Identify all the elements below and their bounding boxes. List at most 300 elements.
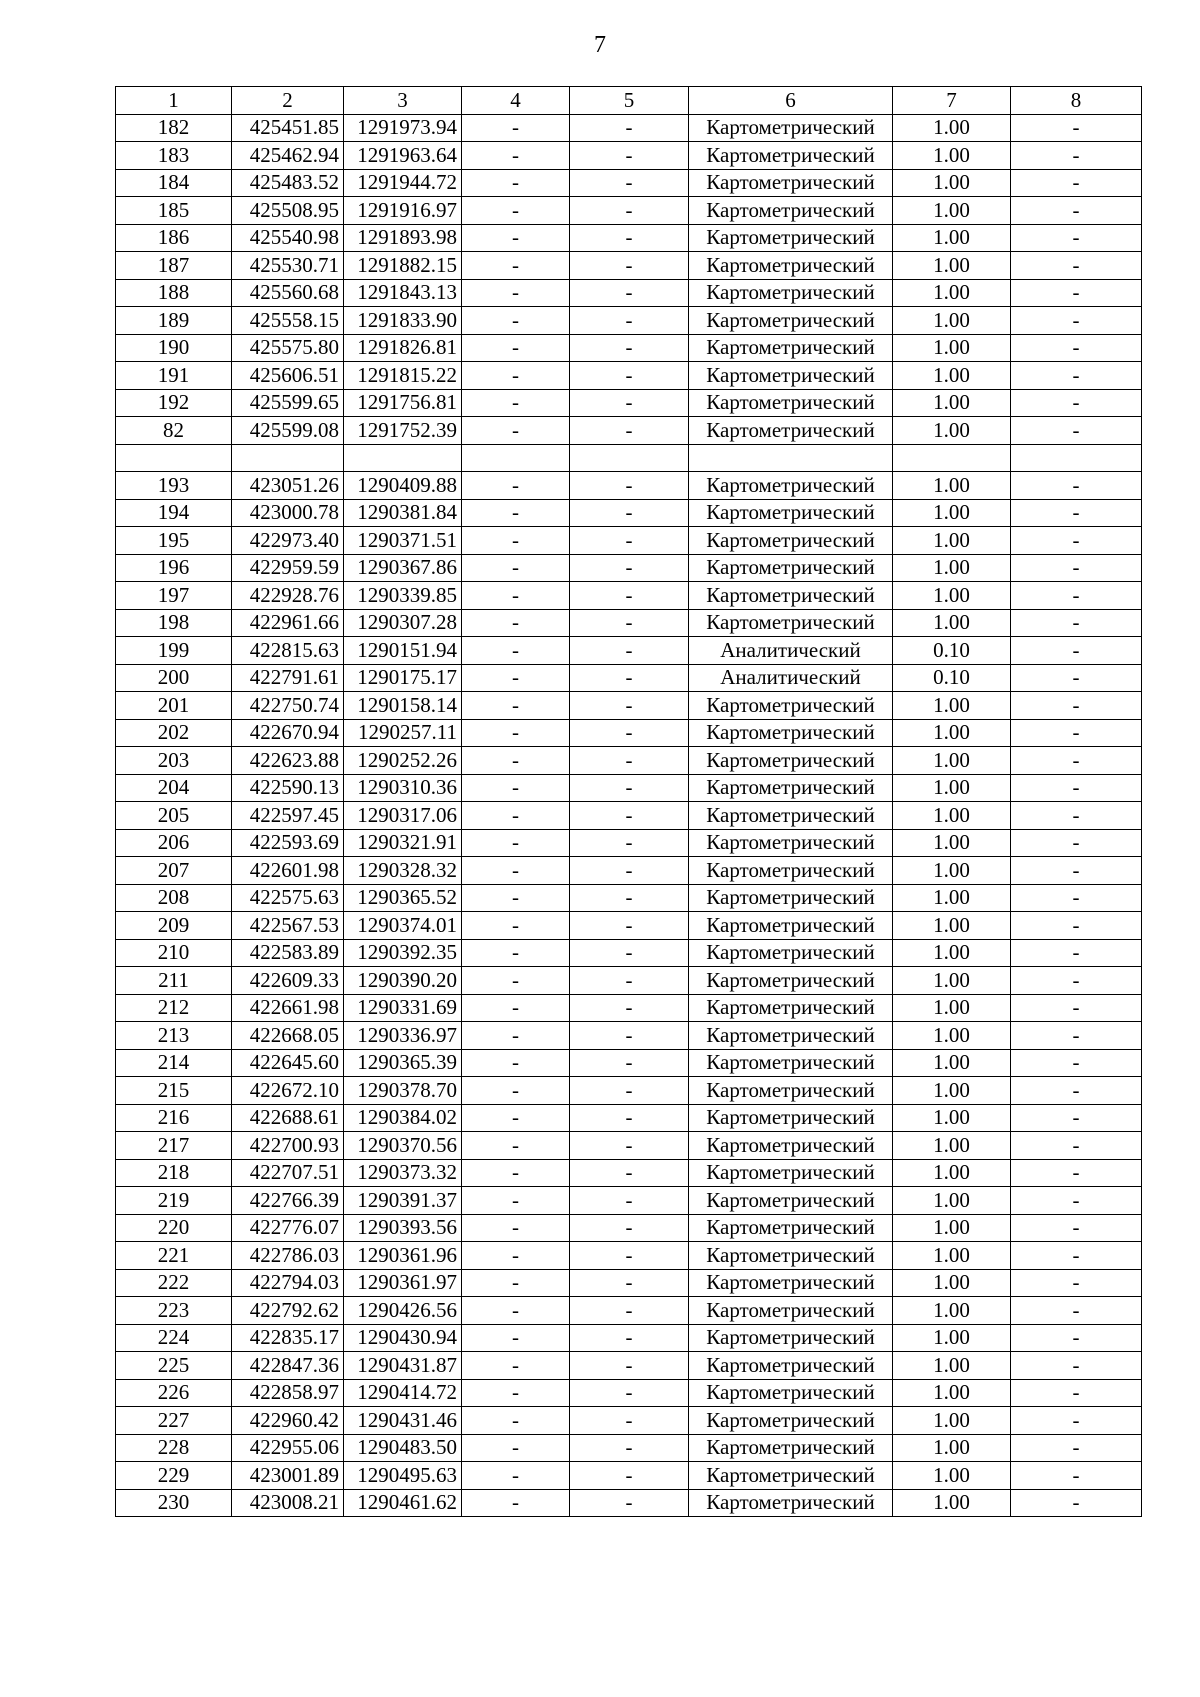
column-4-cell: -	[462, 802, 570, 830]
column-5-cell: -	[570, 1049, 689, 1077]
column-header: 2	[232, 87, 344, 115]
x-coordinate-cell: 422590.13	[232, 774, 344, 802]
method-cell: Картометрический	[689, 334, 893, 362]
column-header: 1	[116, 87, 232, 115]
column-8-cell: -	[1011, 334, 1142, 362]
column-4-cell: -	[462, 1242, 570, 1270]
table-row	[116, 1022, 1142, 1050]
point-number-cell: 217	[116, 1132, 232, 1160]
column-8-cell: -	[1011, 224, 1142, 252]
accuracy-cell: 1.00	[893, 1104, 1011, 1132]
accuracy-cell: 1.00	[893, 967, 1011, 995]
column-5-cell: -	[570, 362, 689, 390]
table-row	[116, 1214, 1142, 1242]
accuracy-cell: 1.00	[893, 389, 1011, 417]
column-8-cell: -	[1011, 527, 1142, 555]
column-4-cell: -	[462, 307, 570, 335]
table-row	[116, 829, 1142, 857]
column-8-cell: -	[1011, 417, 1142, 445]
point-number-cell: 210	[116, 939, 232, 967]
column-8-cell: -	[1011, 582, 1142, 610]
table-row	[116, 1104, 1142, 1132]
y-coordinate-cell: 1290392.35	[344, 939, 462, 967]
column-header: 3	[344, 87, 462, 115]
point-number-cell: 199	[116, 637, 232, 665]
method-cell: Картометрический	[689, 857, 893, 885]
column-4-cell: -	[462, 1214, 570, 1242]
column-4-cell: -	[462, 197, 570, 225]
table-row	[116, 884, 1142, 912]
x-coordinate-cell: 422707.51	[232, 1159, 344, 1187]
point-number-cell: 185	[116, 197, 232, 225]
point-number-cell: 219	[116, 1187, 232, 1215]
method-cell: Картометрический	[689, 417, 893, 445]
table-row	[116, 939, 1142, 967]
accuracy-cell: 1.00	[893, 142, 1011, 170]
column-4-cell: -	[462, 224, 570, 252]
x-coordinate-cell: 422601.98	[232, 857, 344, 885]
point-number-cell: 222	[116, 1269, 232, 1297]
y-coordinate-cell: 1290175.17	[344, 664, 462, 692]
table-header-row	[116, 87, 1142, 115]
accuracy-cell: 1.00	[893, 472, 1011, 500]
accuracy-cell: 1.00	[893, 1242, 1011, 1270]
column-5-cell: -	[570, 1462, 689, 1490]
accuracy-cell: 1.00	[893, 1049, 1011, 1077]
method-cell: Картометрический	[689, 307, 893, 335]
table-row	[116, 1352, 1142, 1380]
column-4-cell: -	[462, 664, 570, 692]
column-4-cell: -	[462, 582, 570, 610]
method-cell: Картометрический	[689, 252, 893, 280]
y-coordinate-cell: 1290373.32	[344, 1159, 462, 1187]
point-number-cell: 186	[116, 224, 232, 252]
column-4-cell: -	[462, 829, 570, 857]
y-coordinate-cell: 1290151.94	[344, 637, 462, 665]
column-5-cell: -	[570, 774, 689, 802]
point-number-cell: 189	[116, 307, 232, 335]
column-8-cell: -	[1011, 1434, 1142, 1462]
column-8-cell: -	[1011, 912, 1142, 940]
method-cell: Картометрический	[689, 609, 893, 637]
point-number-cell: 229	[116, 1462, 232, 1490]
x-coordinate-cell: 425575.80	[232, 334, 344, 362]
x-coordinate-cell: 422960.42	[232, 1407, 344, 1435]
column-8-cell: -	[1011, 1104, 1142, 1132]
method-cell	[689, 444, 893, 472]
method-cell: Картометрический	[689, 197, 893, 225]
y-coordinate-cell: 1290374.01	[344, 912, 462, 940]
method-cell: Картометрический	[689, 719, 893, 747]
table-row	[116, 802, 1142, 830]
accuracy-cell: 1.00	[893, 1159, 1011, 1187]
column-4-cell: -	[462, 1352, 570, 1380]
column-5-cell: -	[570, 994, 689, 1022]
column-5-cell: -	[570, 1159, 689, 1187]
y-coordinate-cell: 1290367.86	[344, 554, 462, 582]
point-number-cell: 206	[116, 829, 232, 857]
table-row	[116, 1379, 1142, 1407]
x-coordinate-cell: 422583.89	[232, 939, 344, 967]
column-4-cell: -	[462, 1407, 570, 1435]
column-8-cell: -	[1011, 1324, 1142, 1352]
accuracy-cell: 1.00	[893, 719, 1011, 747]
y-coordinate-cell	[344, 444, 462, 472]
y-coordinate-cell: 1290431.87	[344, 1352, 462, 1380]
method-cell: Картометрический	[689, 1159, 893, 1187]
column-5-cell: -	[570, 197, 689, 225]
table-row	[116, 582, 1142, 610]
x-coordinate-cell: 422835.17	[232, 1324, 344, 1352]
column-5-cell: -	[570, 1434, 689, 1462]
column-8-cell: -	[1011, 307, 1142, 335]
point-number-cell: 82	[116, 417, 232, 445]
column-8-cell	[1011, 444, 1142, 472]
accuracy-cell: 1.00	[893, 747, 1011, 775]
method-cell: Картометрический	[689, 747, 893, 775]
column-5-cell: -	[570, 582, 689, 610]
page-number: 7	[594, 32, 606, 58]
method-cell: Картометрический	[689, 554, 893, 582]
method-cell: Картометрический	[689, 1022, 893, 1050]
y-coordinate-cell: 1290370.56	[344, 1132, 462, 1160]
column-4-cell: -	[462, 142, 570, 170]
x-coordinate-cell: 425462.94	[232, 142, 344, 170]
y-coordinate-cell: 1291916.97	[344, 197, 462, 225]
column-4-cell: -	[462, 637, 570, 665]
accuracy-cell: 1.00	[893, 609, 1011, 637]
y-coordinate-cell: 1290339.85	[344, 582, 462, 610]
point-number-cell: 223	[116, 1297, 232, 1325]
table-row	[116, 1407, 1142, 1435]
y-coordinate-cell: 1290336.97	[344, 1022, 462, 1050]
column-4-cell: -	[462, 967, 570, 995]
y-coordinate-cell: 1290414.72	[344, 1379, 462, 1407]
column-5-cell: -	[570, 307, 689, 335]
y-coordinate-cell: 1290317.06	[344, 802, 462, 830]
column-8-cell: -	[1011, 692, 1142, 720]
column-5-cell: -	[570, 1407, 689, 1435]
y-coordinate-cell: 1291815.22	[344, 362, 462, 390]
column-5-cell: -	[570, 802, 689, 830]
accuracy-cell: 1.00	[893, 1352, 1011, 1380]
column-5-cell: -	[570, 1022, 689, 1050]
column-8-cell: -	[1011, 114, 1142, 142]
column-8-cell: -	[1011, 1489, 1142, 1517]
accuracy-cell: 1.00	[893, 279, 1011, 307]
column-5-cell: -	[570, 279, 689, 307]
y-coordinate-cell: 1290158.14	[344, 692, 462, 720]
y-coordinate-cell: 1290252.26	[344, 747, 462, 775]
y-coordinate-cell: 1290331.69	[344, 994, 462, 1022]
point-number-cell: 205	[116, 802, 232, 830]
column-4-cell: -	[462, 1379, 570, 1407]
column-5-cell: -	[570, 334, 689, 362]
column-5-cell: -	[570, 142, 689, 170]
column-8-cell: -	[1011, 554, 1142, 582]
accuracy-cell: 1.00	[893, 554, 1011, 582]
method-cell: Картометрический	[689, 1434, 893, 1462]
method-cell: Картометрический	[689, 1489, 893, 1517]
column-4-cell: -	[462, 939, 570, 967]
column-5-cell: -	[570, 224, 689, 252]
x-coordinate-cell: 422959.59	[232, 554, 344, 582]
x-coordinate-cell: 422672.10	[232, 1077, 344, 1105]
column-5-cell: -	[570, 884, 689, 912]
column-8-cell: -	[1011, 252, 1142, 280]
column-5-cell: -	[570, 609, 689, 637]
x-coordinate-cell: 422567.53	[232, 912, 344, 940]
accuracy-cell: 1.00	[893, 582, 1011, 610]
method-cell: Картометрический	[689, 114, 893, 142]
column-8-cell: -	[1011, 664, 1142, 692]
table-row	[116, 169, 1142, 197]
y-coordinate-cell: 1290361.96	[344, 1242, 462, 1270]
x-coordinate-cell: 425606.51	[232, 362, 344, 390]
y-coordinate-cell: 1291843.13	[344, 279, 462, 307]
table-row	[116, 1049, 1142, 1077]
point-number-cell: 227	[116, 1407, 232, 1435]
x-coordinate-cell: 422623.88	[232, 747, 344, 775]
method-cell: Картометрический	[689, 362, 893, 390]
table-row	[116, 142, 1142, 170]
table-row	[116, 527, 1142, 555]
x-coordinate-cell: 422858.97	[232, 1379, 344, 1407]
y-coordinate-cell: 1290328.32	[344, 857, 462, 885]
column-5-cell: -	[570, 169, 689, 197]
column-4-cell: -	[462, 554, 570, 582]
y-coordinate-cell: 1291882.15	[344, 252, 462, 280]
accuracy-cell: 1.00	[893, 1297, 1011, 1325]
table-row	[116, 252, 1142, 280]
point-number-cell: 221	[116, 1242, 232, 1270]
column-8-cell: -	[1011, 1269, 1142, 1297]
column-5-cell: -	[570, 527, 689, 555]
y-coordinate-cell: 1290321.91	[344, 829, 462, 857]
accuracy-cell: 1.00	[893, 1077, 1011, 1105]
column-8-cell: -	[1011, 802, 1142, 830]
accuracy-cell: 0.10	[893, 664, 1011, 692]
column-4-cell: -	[462, 692, 570, 720]
table-row	[116, 444, 1142, 472]
column-4-cell: -	[462, 857, 570, 885]
column-5-cell: -	[570, 389, 689, 417]
x-coordinate-cell: 422794.03	[232, 1269, 344, 1297]
point-number-cell: 212	[116, 994, 232, 1022]
column-4-cell: -	[462, 774, 570, 802]
column-8-cell: -	[1011, 1214, 1142, 1242]
point-number-cell: 191	[116, 362, 232, 390]
x-coordinate-cell: 422688.61	[232, 1104, 344, 1132]
column-4-cell: -	[462, 417, 570, 445]
y-coordinate-cell: 1291893.98	[344, 224, 462, 252]
point-number-cell: 196	[116, 554, 232, 582]
accuracy-cell: 1.00	[893, 1379, 1011, 1407]
column-8-cell: -	[1011, 1379, 1142, 1407]
method-cell: Картометрический	[689, 1269, 893, 1297]
table-row	[116, 1434, 1142, 1462]
column-8-cell: -	[1011, 774, 1142, 802]
table-row	[116, 499, 1142, 527]
point-number-cell: 216	[116, 1104, 232, 1132]
column-8-cell: -	[1011, 197, 1142, 225]
table-row	[116, 609, 1142, 637]
method-cell: Картометрический	[689, 1352, 893, 1380]
accuracy-cell: 1.00	[893, 829, 1011, 857]
column-5-cell: -	[570, 1489, 689, 1517]
point-number-cell: 225	[116, 1352, 232, 1380]
x-coordinate-cell: 422766.39	[232, 1187, 344, 1215]
method-cell: Картометрический	[689, 912, 893, 940]
method-cell: Картометрический	[689, 142, 893, 170]
table-row	[116, 912, 1142, 940]
x-coordinate-cell: 422593.69	[232, 829, 344, 857]
method-cell: Картометрический	[689, 1049, 893, 1077]
point-number-cell: 201	[116, 692, 232, 720]
table-row	[116, 1187, 1142, 1215]
table-row	[116, 1489, 1142, 1517]
x-coordinate-cell: 422776.07	[232, 1214, 344, 1242]
point-number-cell: 182	[116, 114, 232, 142]
table-row	[116, 692, 1142, 720]
x-coordinate-cell: 425558.15	[232, 307, 344, 335]
y-coordinate-cell: 1291752.39	[344, 417, 462, 445]
method-cell: Картометрический	[689, 1407, 893, 1435]
column-4-cell: -	[462, 1022, 570, 1050]
x-coordinate-cell: 422575.63	[232, 884, 344, 912]
column-4-cell: -	[462, 1269, 570, 1297]
y-coordinate-cell: 1290390.20	[344, 967, 462, 995]
x-coordinate-cell: 425483.52	[232, 169, 344, 197]
y-coordinate-cell: 1290426.56	[344, 1297, 462, 1325]
column-5-cell: -	[570, 912, 689, 940]
method-cell: Картометрический	[689, 1214, 893, 1242]
x-coordinate-cell: 425530.71	[232, 252, 344, 280]
accuracy-cell: 1.00	[893, 774, 1011, 802]
column-8-cell: -	[1011, 1049, 1142, 1077]
x-coordinate-cell: 422786.03	[232, 1242, 344, 1270]
accuracy-cell: 1.00	[893, 1434, 1011, 1462]
column-header: 8	[1011, 87, 1142, 115]
table-row	[116, 857, 1142, 885]
column-8-cell: -	[1011, 1407, 1142, 1435]
column-4-cell: -	[462, 912, 570, 940]
accuracy-cell: 1.00	[893, 499, 1011, 527]
point-number-cell: 214	[116, 1049, 232, 1077]
column-4-cell: -	[462, 1049, 570, 1077]
point-number-cell: 226	[116, 1379, 232, 1407]
accuracy-cell: 1.00	[893, 1269, 1011, 1297]
table-row	[116, 1077, 1142, 1105]
column-5-cell: -	[570, 252, 689, 280]
method-cell: Картометрический	[689, 774, 893, 802]
y-coordinate-cell: 1290361.97	[344, 1269, 462, 1297]
accuracy-cell: 1.00	[893, 1022, 1011, 1050]
column-5-cell: -	[570, 1379, 689, 1407]
method-cell: Картометрический	[689, 224, 893, 252]
point-number-cell: 192	[116, 389, 232, 417]
method-cell: Картометрический	[689, 169, 893, 197]
column-8-cell: -	[1011, 1077, 1142, 1105]
y-coordinate-cell: 1290461.62	[344, 1489, 462, 1517]
x-coordinate-cell: 423001.89	[232, 1462, 344, 1490]
column-4-cell: -	[462, 747, 570, 775]
y-coordinate-cell: 1290381.84	[344, 499, 462, 527]
column-4-cell: -	[462, 884, 570, 912]
column-4-cell: -	[462, 114, 570, 142]
x-coordinate-cell: 422792.62	[232, 1297, 344, 1325]
point-number-cell: 208	[116, 884, 232, 912]
column-5-cell: -	[570, 857, 689, 885]
y-coordinate-cell: 1290365.52	[344, 884, 462, 912]
column-8-cell: -	[1011, 499, 1142, 527]
column-8-cell: -	[1011, 1022, 1142, 1050]
column-5-cell: -	[570, 1352, 689, 1380]
x-coordinate-cell: 422700.93	[232, 1132, 344, 1160]
table-row	[116, 1297, 1142, 1325]
accuracy-cell: 1.00	[893, 252, 1011, 280]
column-5-cell: -	[570, 637, 689, 665]
x-coordinate-cell: 422847.36	[232, 1352, 344, 1380]
column-4-cell: -	[462, 1489, 570, 1517]
accuracy-cell: 1.00	[893, 912, 1011, 940]
point-number-cell: 200	[116, 664, 232, 692]
column-8-cell: -	[1011, 1132, 1142, 1160]
column-4-cell: -	[462, 1159, 570, 1187]
column-8-cell: -	[1011, 994, 1142, 1022]
accuracy-cell: 1.00	[893, 994, 1011, 1022]
point-number-cell: 213	[116, 1022, 232, 1050]
method-cell: Картометрический	[689, 472, 893, 500]
table-row	[116, 279, 1142, 307]
method-cell: Картометрический	[689, 1104, 893, 1132]
point-number-cell: 187	[116, 252, 232, 280]
point-number-cell: 211	[116, 967, 232, 995]
x-coordinate-cell: 425451.85	[232, 114, 344, 142]
y-coordinate-cell: 1291963.64	[344, 142, 462, 170]
column-4-cell: -	[462, 1132, 570, 1160]
point-number-cell: 202	[116, 719, 232, 747]
point-number-cell: 220	[116, 1214, 232, 1242]
accuracy-cell: 1.00	[893, 417, 1011, 445]
table-row	[116, 389, 1142, 417]
accuracy-cell: 1.00	[893, 114, 1011, 142]
column-5-cell: -	[570, 664, 689, 692]
point-number-cell: 184	[116, 169, 232, 197]
method-cell: Аналитический	[689, 664, 893, 692]
accuracy-cell: 1.00	[893, 169, 1011, 197]
accuracy-cell: 0.10	[893, 637, 1011, 665]
y-coordinate-cell: 1291826.81	[344, 334, 462, 362]
column-4-cell: -	[462, 472, 570, 500]
column-8-cell: -	[1011, 362, 1142, 390]
point-number-cell: 228	[116, 1434, 232, 1462]
point-number-cell: 188	[116, 279, 232, 307]
x-coordinate-cell: 422645.60	[232, 1049, 344, 1077]
y-coordinate-cell: 1290371.51	[344, 527, 462, 555]
x-coordinate-cell: 425560.68	[232, 279, 344, 307]
x-coordinate-cell: 422815.63	[232, 637, 344, 665]
column-5-cell: -	[570, 719, 689, 747]
column-4-cell: -	[462, 1077, 570, 1105]
column-5-cell: -	[570, 1077, 689, 1105]
accuracy-cell: 1.00	[893, 307, 1011, 335]
x-coordinate-cell: 425540.98	[232, 224, 344, 252]
table-row	[116, 334, 1142, 362]
point-number-cell: 215	[116, 1077, 232, 1105]
column-4-cell: -	[462, 719, 570, 747]
column-8-cell: -	[1011, 747, 1142, 775]
